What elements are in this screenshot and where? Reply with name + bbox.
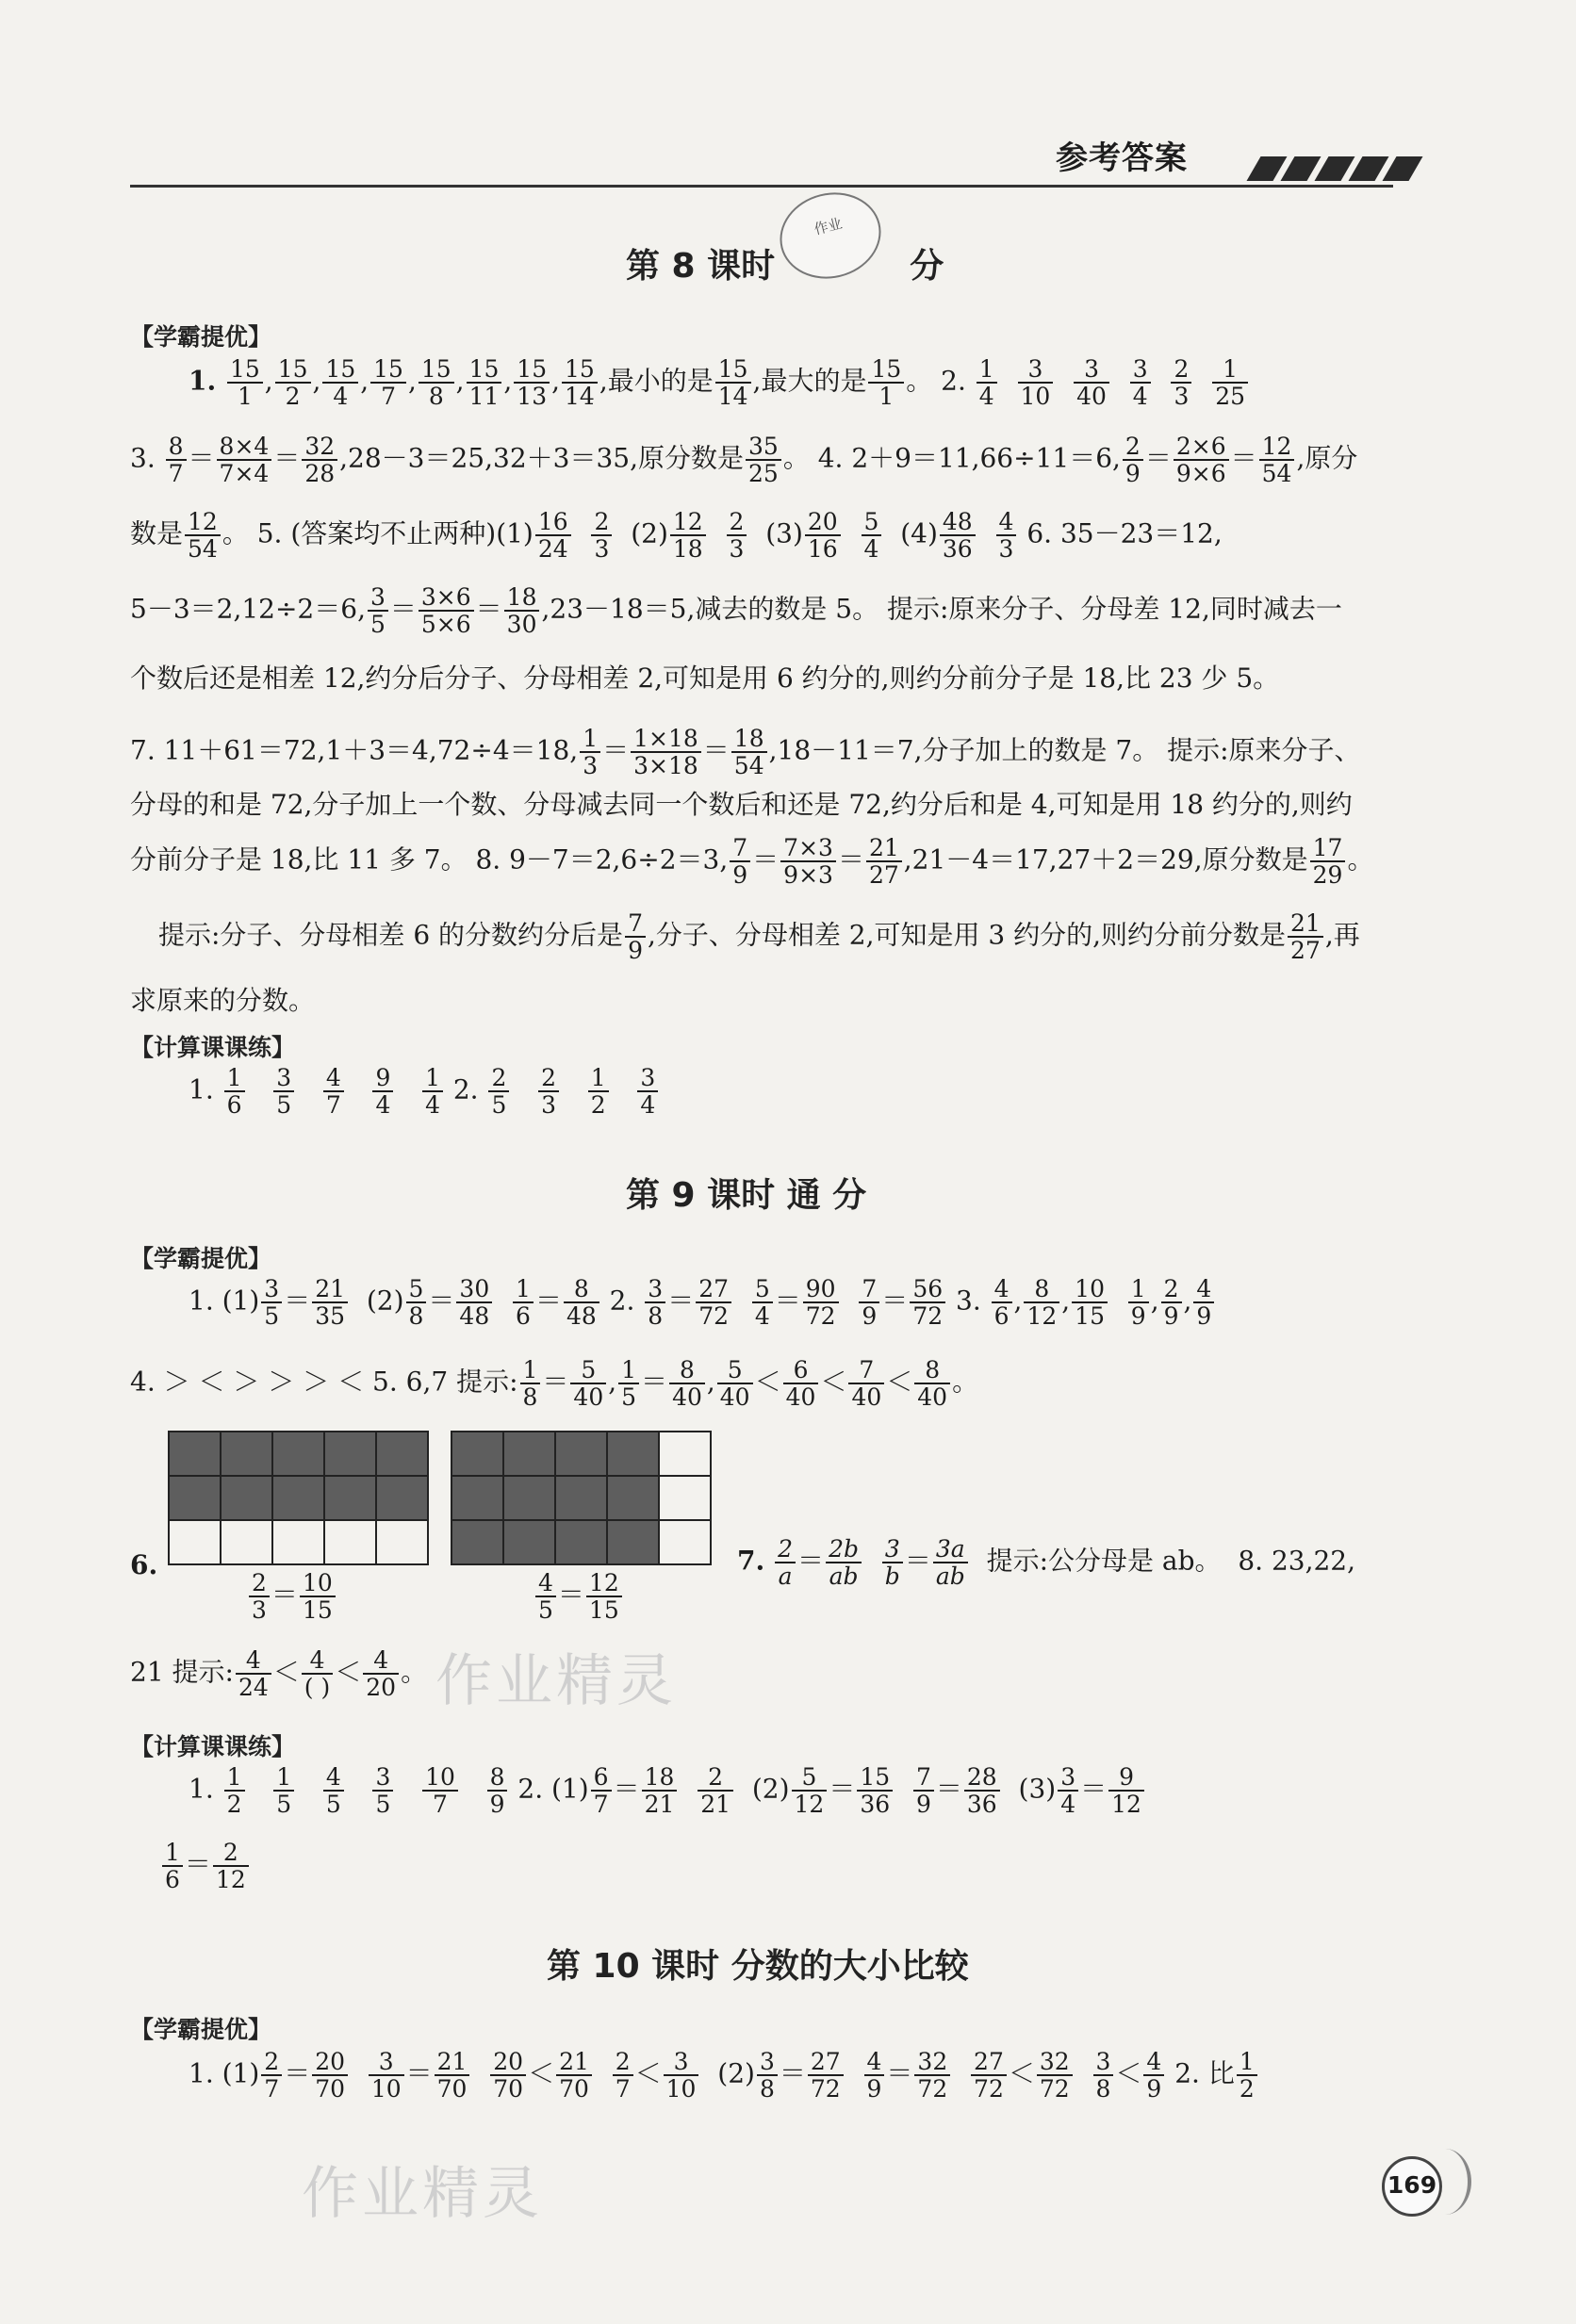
grid-four-fifths [451, 1431, 712, 1565]
answer-line: 1. $\frac{1}{2}$ $\frac{1}{5}$ $\frac{4}{5}$ $\frac{3}{5}$ $\frac{10}{7}$ $\frac{8}{9}$ 2. (1) $\frac{6}{7}$ ＝ $\frac{18}{21}$ $\frac{2}{21}$ (2) $\frac{5}{12}$ ＝ $\frac{15}{36}$ $\frac{7}{9}$ ＝ $\frac{28}{36}$ (3) $\frac{3}{4}$ ＝ $\frac{9}{12}$ [189, 1764, 1146, 1817]
homework-stamp: 作业 [771, 182, 891, 288]
grid2-caption: $\frac{4}{5}$ ＝ $\frac{12}{15}$ [534, 1570, 624, 1623]
answer-line: 7. $\frac{2}{a}$ ＝ $\frac{2b}{ab}$ $\frac{3}{b}$ ＝ $\frac{3a}{ab}$ 提示:公分母是 ab。 8. 23,22, [737, 1535, 1356, 1590]
answer-line: 1. $\frac{1}{6}$ $\frac{3}{5}$ $\frac{4}{7}$ $\frac{9}{4}$ $\frac{1}{4}$ 2. $\frac{2}{5}$ $\frac{2}{3}$ $\frac{1}{2}$ $\frac{3}{4}$ [189, 1065, 660, 1118]
answer-line: 求原来的分数。 [130, 985, 316, 1016]
section-jisuan-9: 【计算课课练】 [130, 1733, 296, 1760]
section-xueba-9: 【学霸提优】 [130, 1245, 272, 1272]
answer-line: $\frac{1}{6}$ ＝ $\frac{2}{12}$ [160, 1840, 251, 1892]
watermark: 作业精灵 [435, 1648, 677, 1714]
answer-line: 3. $\frac{8}{7}$ ＝ $\frac{8\times 4}{7\times 4}$ ＝ $\frac{32}{28}$ ,28－3＝25,32＋3＝35,原分数是 $\frac{35}{25}$ 。 4. 2＋9＝11,66÷11＝6, $\frac{2}{9}$ ＝ $\frac{2\times 6}{9\times 6}$ ＝ $\frac{12}{54}$ ,原分 [130, 433, 1358, 487]
grid1-caption: $\frac{2}{3}$ ＝ $\frac{10}{15}$ [247, 1570, 337, 1623]
answer-line: 21 提示: $\frac{4}{24}$ ＜ 4 ( ) ＜ $\frac{4}{20}$ 。 [130, 1646, 428, 1701]
answer-line: 5－3＝2,12÷2＝6, $\frac{3}{5}$ ＝ $\frac{3\times 6}{5\times 6}$ ＝ $\frac{18}{30}$ ,23－18＝5,减去的数是 5。 提示:原来分子、分母差 12,同时减去一 [130, 583, 1342, 638]
lesson8-title: 第 8 课时 分 [626, 247, 944, 286]
answer-line: 数是 $\frac{12}{54}$ 。 5. (答案均不止两种)(1) $\frac{16}{24}$ $\frac{2}{3}$ (2) $\frac{12}{18}$ $\frac{2}{3}$ (3) $\frac{20}{16}$ $\frac{5}{4}$ (4) $\frac{48}{36}$ $\frac{4}{3}$ 6. 35－23＝12, [130, 508, 1223, 563]
header-title: 参考答案 [1056, 139, 1188, 177]
grid-two-thirds [168, 1431, 429, 1565]
q6-label: 6. [130, 1549, 158, 1580]
section-xueba-10: 【学霸提优】 [130, 2016, 272, 2043]
answer-line: 4. ＞ ＜ ＞ ＞ ＞ ＜ 5. 6,7 提示: $\frac{1}{8}$ ＝ $\frac{5}{40}$ , $\frac{1}{5}$ ＝ $\frac{8}{40}$ , $\frac{5}{40}$ ＜ $\frac{6}{40}$ ＜ $\frac{7}{40}$ ＜ $\frac{8}{40}$ 。 [130, 1356, 979, 1411]
page-number: 169 [1382, 2156, 1442, 2217]
lesson10-title: 第 10 课时 分数的大小比较 [547, 1947, 969, 1986]
watermark: 作业精灵 [302, 2161, 543, 2227]
answer-line: 1. (1) $\frac{3}{5}$ ＝ $\frac{21}{35}$ (2) $\frac{5}{8}$ ＝ $\frac{30}{48}$ $\frac{1}{6}$ ＝ $\frac{8}{48}$ 2. $\frac{3}{8}$ ＝ $\frac{27}{72}$ $\frac{5}{4}$ ＝ $\frac{90}{72}$ $\frac{7}{9}$ ＝ $\frac{56}{72}$ 3. $\frac{4}{6}$ , $\frac{8}{12}$ , $\frac{10}{15}$ $\frac{1}{9}$ , $\frac{2}{9}$ , $\frac{4}{9}$ [189, 1276, 1216, 1329]
answer-line: 7. 11＋61＝72,1＋3＝4,72÷4＝18, $\frac{1}{3}$ ＝ $\frac{1\times 18}{3\times 18}$ ＝ $\frac{18}{54}$ ,18－11＝7,分子加上的数是 7。 提示:原来分子、 [130, 725, 1361, 779]
lesson9-title: 第 9 课时 通 分 [626, 1176, 867, 1215]
answer-line: 分母的和是 72,分子加上一个数、分母减去同一个数后和还是 72,约分后和是 4,可知是用 18 约分的,则约 [130, 789, 1353, 820]
answer-line: 1. (1) $\frac{2}{7}$ ＝ $\frac{20}{70}$ $\frac{3}{10}$ ＝ $\frac{21}{70}$ $\frac{20}{70}$ ＜ $\frac{21}{70}$ $\frac{2}{7}$ ＜ $\frac{3}{10}$ (2) $\frac{3}{8}$ ＝ $\frac{27}{72}$ $\frac{4}{9}$ ＝ $\frac{32}{72}$ $\frac{27}{72}$ ＜ $\frac{32}{72}$ $\frac{3}{8}$ ＜ $\frac{4}{9}$ 2. 比 $\frac{1}{2}$ [189, 2049, 1259, 2102]
answer-line: 1. $\frac{15}{1}$ , $\frac{15}{2}$ , $\frac{15}{4}$ , $\frac{15}{7}$ , $\frac{15}{8}$ , $\frac{15}{11}$ , $\frac{15}{13}$ , $\frac{15}{14}$ ,最小的是 $\frac{15}{14}$ ,最大的是 $\frac{15}{1}$ 。 2. $\frac{1}{4}$ $\frac{3}{10}$ $\frac{3}{40}$ $\frac{3}{4}$ $\frac{2}{3}$ $\frac{1}{25}$ [189, 356, 1250, 409]
answer-line: 提示:分子、分母相差 6 的分数约分后是 $\frac{7}{9}$ ,分子、分母相差 2,可知是用 3 约分的,则约分前分数是 $\frac{21}{27}$ ,再 [158, 909, 1360, 964]
header-rule [130, 185, 1393, 188]
answer-line: 分前分子是 18,比 11 多 7。 8. 9－7＝2,6÷2＝3, $\frac{7}{9}$ ＝ $\frac{7\times 3}{9\times 3}$ ＝ $\frac{21}{27}$ ,21－4＝17,27＋2＝29,原分数是 $\frac{17}{29}$ 。 [130, 834, 1374, 889]
section-jisuan-8: 【计算课课练】 [130, 1034, 296, 1061]
section-xueba-8: 【学霸提优】 [130, 323, 272, 351]
answer-line: 个数后还是相差 12,约分后分子、分母相差 2,可知是用 6 约分的,则约分前分子是 18,比 23 少 5。 [130, 663, 1280, 694]
